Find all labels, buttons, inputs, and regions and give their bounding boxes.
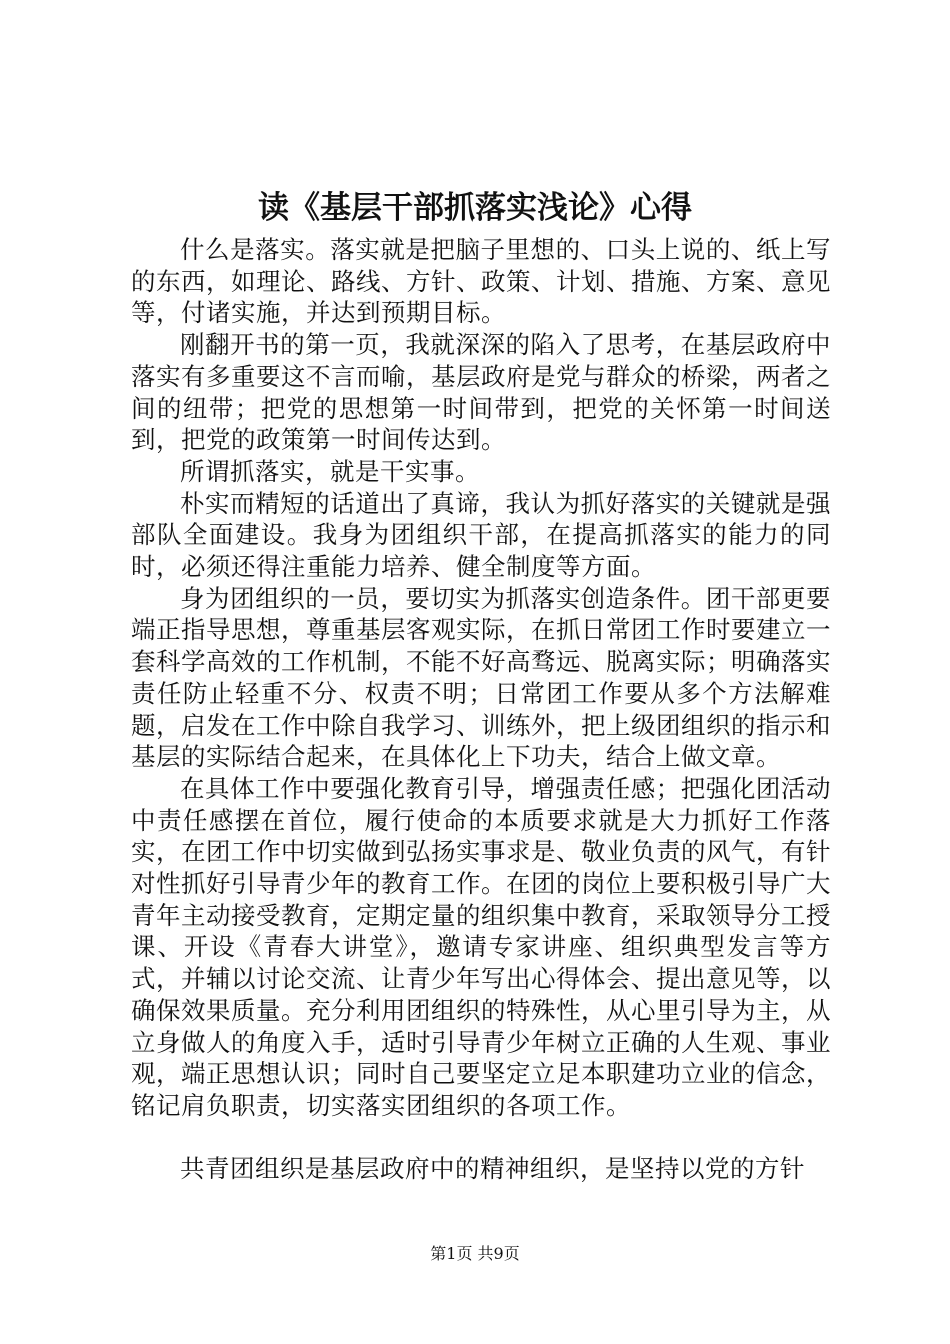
paragraph-6: 在具体工作中要强化教育引导，增强责任感；把强化团活动中责任感摆在首位，履行使命的本质要求就是大力抓好工作落实，在团工作中切实做到弘扬实事求是、敬业负责的风气，有针对性抓好引导青少年的教育工作。在团的岗位上要积极引导广大青年主动接受教育，定期定量的组织集中教育，采取领导分工授课、开设《青春大讲堂》，邀请专家讲座、组织典型发言等方式，并辅以讨论交流、让青少年写出心得体会、提出意见等，以确保效果质量。充分利用团组织的特殊性，从心里引导为主，从立身做人的角度入手，适时引导青少年树立正确的人生观、事业观，端正思想认识；同时自己要坚定立足本职建功立业的信念，铭记肩负职责，切实落实团组织的各项工作。 bbox=[131, 773, 831, 1120]
paragraph-2: 刚翻开书的第一页，我就深深的陷入了思考，在基层政府中落实有多重要这不言而喻，基层政府是党与群众的桥梁，两者之间的纽带；把党的思想第一时间带到，把党的关怀第一时间送到，把党的政策第一时间传达到。 bbox=[131, 330, 831, 455]
document-body bbox=[131, 234, 831, 1184]
paragraph-3: 所谓抓落实，就是干实事。 bbox=[180, 456, 480, 486]
paragraph-5: 身为团组织的一员，要切实为抓落实创造条件。团干部更要端正指导思想，尊重基层客观实际，在抓日常团工作时要建立一套科学高效的工作机制，不能不好高骛远、脱离实际；明确落实责任防止轻重不分、权责不明；日常团工作要从多个方法解难题，启发在工作中除自我学习、训练外，把上级团组织的指示和基层的实际结合起来，在具体化上下功夫，结合上做文章。 bbox=[131, 583, 831, 772]
page-footer: 第1页 共9页 bbox=[430, 1244, 520, 1263]
document-title: 读《基层干部抓落实浅论》心得 bbox=[258, 190, 692, 226]
paragraph-1: 什么是落实。落实就是把脑子里想的、口头上说的、纸上写的东西，如理论、路线、方针、政策、计划、措施、方案、意见等，付诸实施，并达到预期目标。 bbox=[131, 235, 831, 328]
paragraph-7: 共青团组织是基层政府中的精神组织，是坚持以党的方针 bbox=[180, 1153, 805, 1183]
paragraph-4: 朴实而精短的话道出了真谛，我认为抓好落实的关键就是强部队全面建设。我身为团组织干部，在提高抓落实的能力的同时，必须还得注重能力培养、健全制度等方面。 bbox=[131, 488, 831, 582]
